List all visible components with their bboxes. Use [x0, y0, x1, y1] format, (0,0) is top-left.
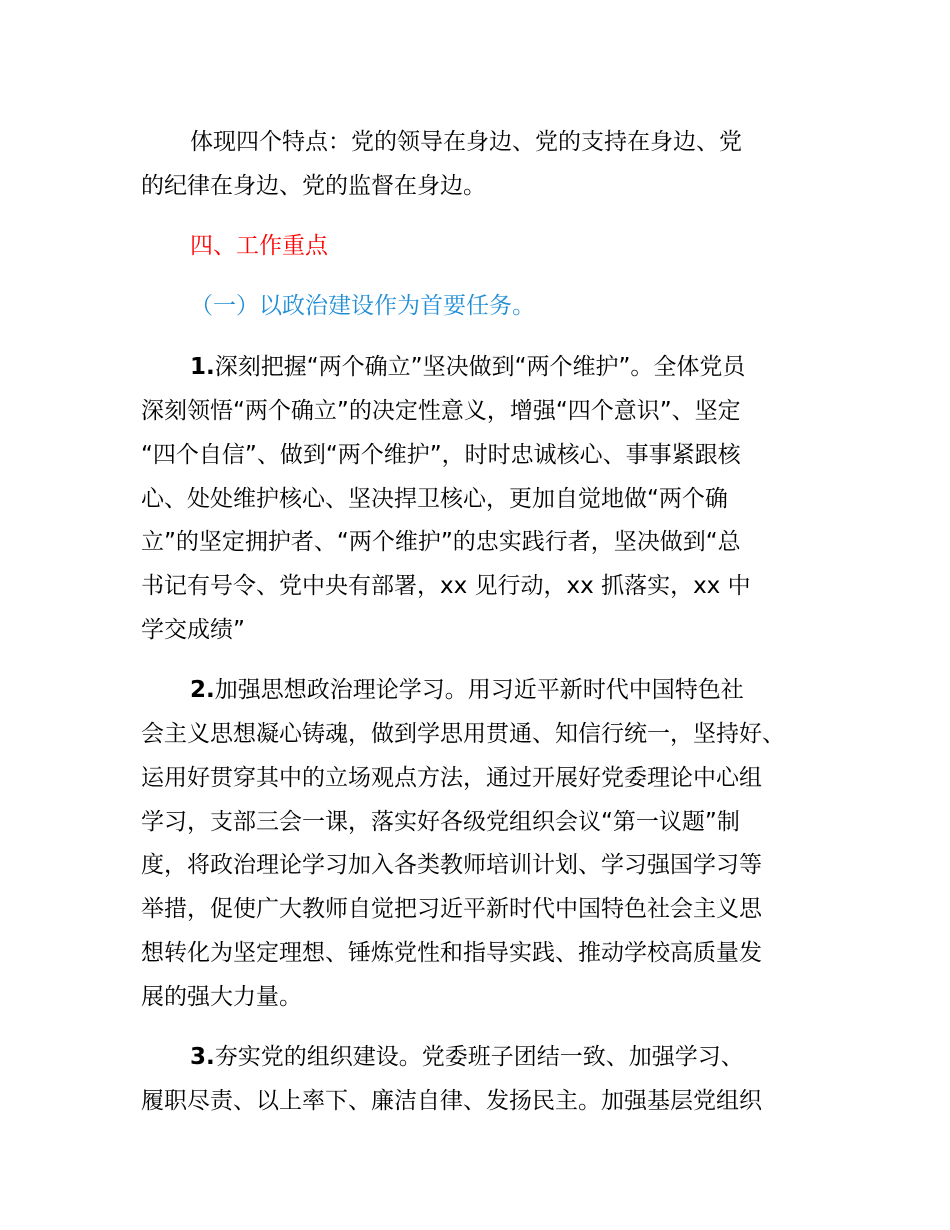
subsection-heading: （一）以政治建设作为首要任务。 — [190, 293, 535, 319]
paragraph-line: 深刻领悟“两个确立”的决定性意义，增强“四个意识”、坚定 — [141, 398, 741, 424]
paragraph-line: “四个自信”、做到“两个维护”，时时忠诚核心、事事紧跟核 — [141, 442, 741, 468]
paragraph-line: 学交成绩” — [141, 617, 245, 643]
item-2-number: 2. — [190, 677, 215, 703]
item-3-text: 夯实党的组织建设。党委班子团结一致、加强学习、 — [214, 1044, 744, 1070]
item-1-title: 深刻把握“两个确立”坚决做到“两个维护” — [214, 354, 631, 380]
item-1-first-line — [0, 352, 745, 382]
paragraph-line: 举措，促使广大教师自觉把习近平新时代中国特色社会主义思 — [141, 896, 762, 922]
paragraph-line: 书记有号令、党中央有部署，xx 见行动，xx 抓落实，xx 中 — [141, 573, 751, 599]
section-heading: 四、工作重点 — [190, 233, 328, 259]
paragraph-line: 想转化为坚定理想、锤炼党性和指导实践、推动学校高质量发 — [141, 940, 762, 966]
item-1-title-tail: 。全体党员 — [630, 354, 746, 380]
item-1-number: 1. — [190, 354, 215, 380]
item-2-first-line — [0, 675, 744, 705]
paragraph-line: 的纪律在身边、党的监督在身边。 — [141, 173, 486, 199]
paragraph-line: 心、处处维护核心、坚决捍卫核心，更加自觉地做“两个确 — [141, 486, 728, 512]
paragraph-line: 学习，支部三会一课，落实好各级党组织会议“第一议题”制 — [141, 809, 740, 835]
item-2-text: 加强思想政治理论学习。用习近平新时代中国特色社 — [214, 677, 744, 703]
paragraph-line: 立”的坚定拥护者、“两个维护”的忠实践行者，坚决做到“总 — [141, 529, 741, 555]
paragraph-line: 度，将政治理论学习加入各类教师培训计划、学习强国学习等 — [141, 852, 762, 878]
paragraph-line: 体现四个特点：党的领导在身边、党的支持在身边、党 — [190, 129, 742, 155]
paragraph-line: 展的强大力量。 — [141, 984, 302, 1010]
item-3-number: 3. — [190, 1044, 215, 1070]
paragraph-line: 履职尽责、以上率下、廉洁自律、发扬民主。加强基层党组织 — [141, 1088, 762, 1114]
item-3-first-line — [0, 1042, 744, 1072]
paragraph-line: 运用好贯穿其中的立场观点方法，通过开展好党委理论中心组 — [141, 765, 762, 791]
paragraph-line: 会主义思想凝心铸魂，做到学思用贯通、知信行统一，坚持好、 — [141, 721, 785, 747]
